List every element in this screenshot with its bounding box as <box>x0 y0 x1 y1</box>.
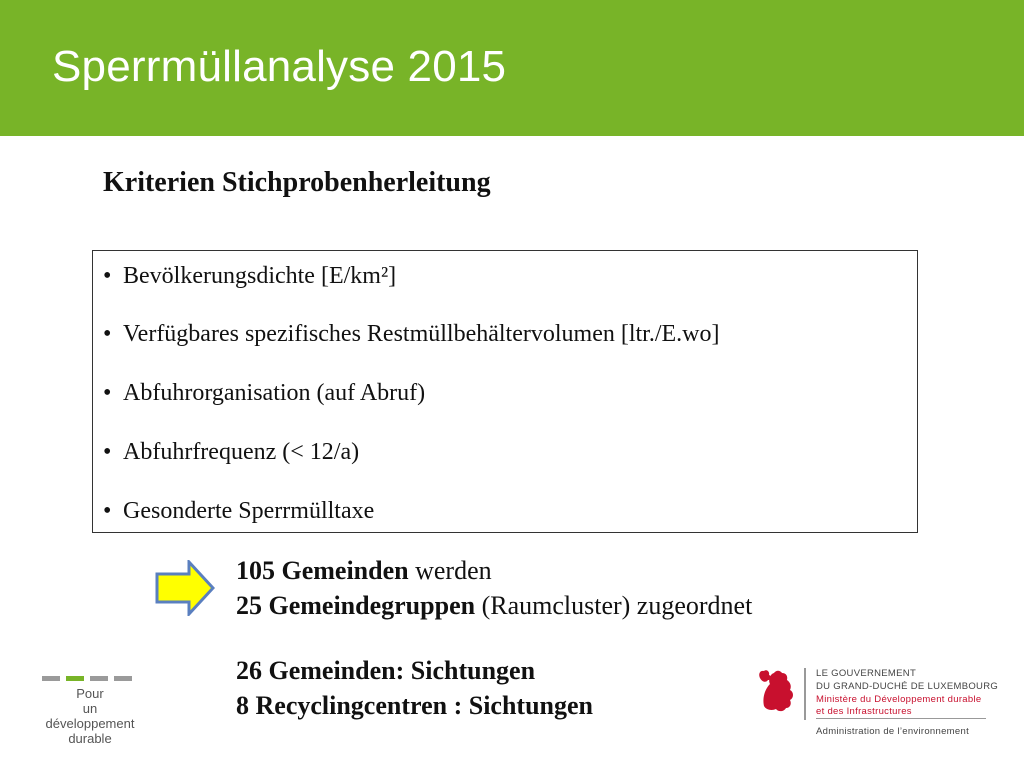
right-arrow-icon <box>155 560 215 616</box>
sustainable-development-logo <box>38 676 142 746</box>
criteria-item <box>103 263 396 290</box>
logo-divider <box>816 718 986 719</box>
summary-text: (Raumcluster) zugeordnet <box>475 591 753 620</box>
bullet-icon: • <box>103 439 112 465</box>
section-subtitle: Kriterien Stichprobenherleitung <box>103 167 491 198</box>
gov-line: LE GOUVERNEMENT <box>816 668 917 679</box>
gov-line: Ministère du Développement durable <box>816 694 982 705</box>
logo-left-line: un développement <box>45 701 135 731</box>
summary-bold: 26 Gemeinden: Sichtungen <box>236 656 536 685</box>
logo-dash <box>90 676 108 681</box>
logo-dash <box>114 676 132 681</box>
logo-left-text <box>38 686 142 746</box>
gov-line: et des Infrastructures <box>816 706 912 717</box>
logo-dashes <box>42 676 142 681</box>
bullet-icon: • <box>103 380 112 406</box>
criteria-label: Verfügbares spezifisches Restmüllbehältervolumen [ltr./E.wo] <box>123 321 720 347</box>
summary-bold: 25 Gemeindegruppen <box>236 591 476 620</box>
logo-dash <box>66 676 84 681</box>
bullet-icon: • <box>103 321 112 347</box>
summary-bold: 8 Recyclingcentren : Sichtungen <box>236 691 593 720</box>
summary-line-4 <box>236 691 593 721</box>
logo-left-line: Pour <box>76 686 104 701</box>
logo-divider <box>804 668 806 720</box>
criteria-item <box>103 439 359 466</box>
logo-dash <box>42 676 60 681</box>
gov-line: DU GRAND-DUCHÉ DE LUXEMBOURG <box>816 681 999 692</box>
lion-icon <box>756 666 798 714</box>
criteria-label: Abfuhrfrequenz (< 12/a) <box>123 439 360 465</box>
criteria-label: Gesonderte Sperrmülltaxe <box>123 498 375 524</box>
summary-bold: 105 Gemeinden <box>236 556 409 585</box>
bullet-icon: • <box>103 498 112 524</box>
summary-line-1 <box>236 556 492 586</box>
criteria-item <box>103 498 374 525</box>
summary-text: werden <box>408 556 492 585</box>
criteria-box <box>92 250 918 533</box>
government-logo <box>756 666 999 740</box>
gov-line: Administration de l’environnement <box>816 726 970 737</box>
summary-line-3 <box>236 656 535 686</box>
summary-line-2 <box>236 591 752 621</box>
criteria-item <box>103 321 720 348</box>
header-bar <box>0 0 1024 136</box>
criteria-item <box>103 380 425 407</box>
bullet-icon: • <box>103 263 112 289</box>
criteria-label: Bevölkerungsdichte [E/km²] <box>123 263 397 289</box>
criteria-label: Abfuhrorganisation (auf Abruf) <box>123 380 426 406</box>
logo-left-line: durable <box>68 731 112 746</box>
page-title: Sperrmüllanalyse 2015 <box>52 42 507 91</box>
